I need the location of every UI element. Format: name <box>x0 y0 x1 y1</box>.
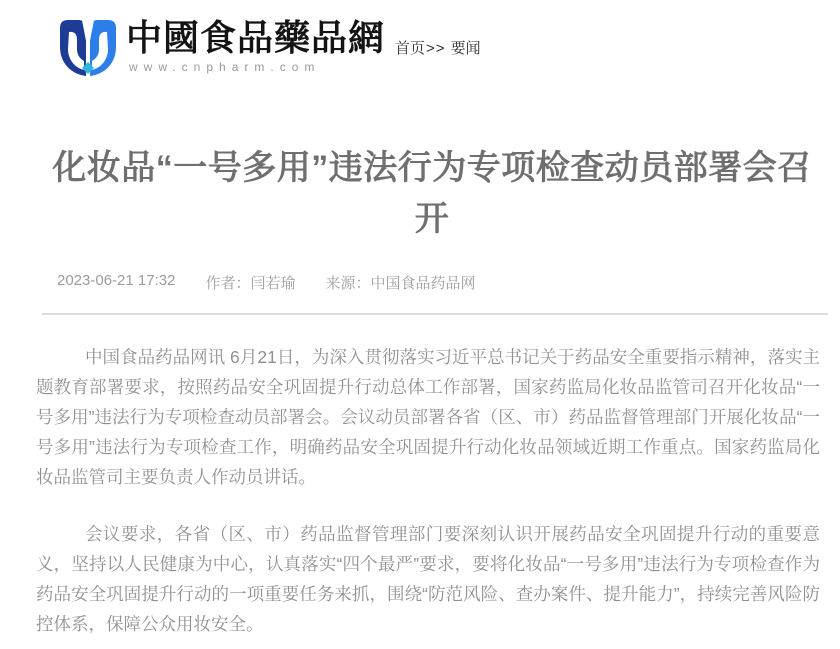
article-title: 化妆品“一号多用”违法行为专项检查动员部署会召开 <box>52 149 812 238</box>
breadcrumb-separator: >> <box>426 40 446 57</box>
site-header <box>0 0 840 85</box>
site-name: 中國食品藥品網 <box>126 17 386 59</box>
article-author: 作者：闫若瑜 <box>205 275 296 292</box>
breadcrumb-section-link[interactable]: 要闻 <box>450 40 481 57</box>
article-meta <box>36 272 828 293</box>
site-url: www.cnpharm.com <box>129 60 321 74</box>
meta-divider <box>42 313 828 315</box>
article-paragraph-2: 会议要求，各省（区、市）药品监督管理部门要深刻认识开展药品安全巩固提升行动的重要意义，坚持以人民健康为中心，认真落实“四个最严”要求，要将化妆品“一号多用”违法行为专项检查作为药品安全巩固提升行动的一项重要任务来抓，围绕“防范风险、查办案件、提升能力”，持续完善风险防控体系，保障公众用妆安全。 <box>36 524 820 634</box>
article <box>36 143 828 639</box>
logo-butterfly-icon <box>56 16 120 85</box>
breadcrumb <box>395 37 481 58</box>
article-paragraph-1: 中国食品药品网讯 6月21日，为深入贯彻落实习近平总书记关于药品安全重要指示精神，落实主题教育部署要求，按照药品安全巩固提升行动总体工作部署，国家药监局化妆品监管司召开化妆品“一号多用”违法行为专项检查动员部署会。会议动员部署各省（区、市）药品监督管理部门开展化妆品“一号多用”违法行为专项检查工作，明确药品安全巩固提升行动化妆品领域近期工作重点。国家药监局化妆品监管司主要负责人作动员讲话。 <box>36 347 820 487</box>
article-body <box>36 342 828 639</box>
article-source: 来源：中国食品药品网 <box>325 275 476 292</box>
publish-datetime: 2023-06-21 17:32 <box>57 272 176 289</box>
site-logo[interactable] <box>56 16 385 85</box>
breadcrumb-home-link[interactable]: 首页 <box>395 40 426 57</box>
